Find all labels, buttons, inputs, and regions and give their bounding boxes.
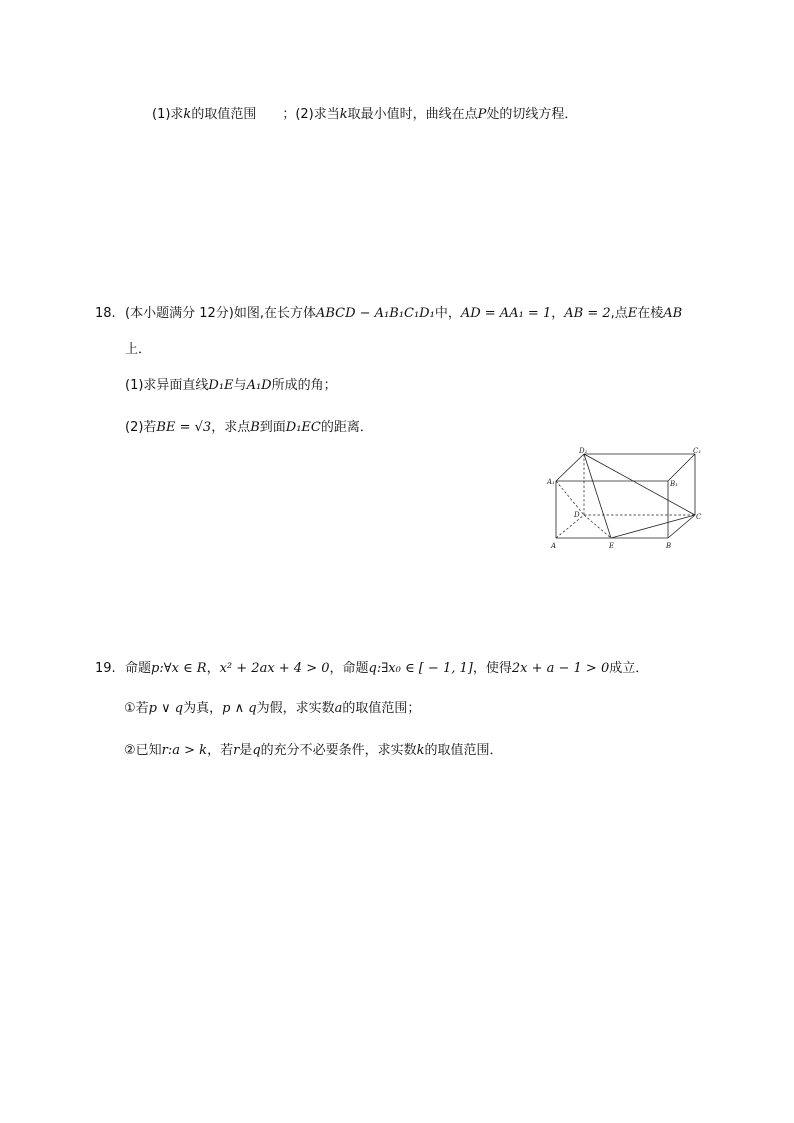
q18-part2: (2)若BE = √3，求点B到面D₁EC的距离． <box>125 420 373 435</box>
q19-number: 19. <box>95 661 116 676</box>
edge-a1-d1 <box>556 454 584 481</box>
circled-one-marker: ① <box>124 701 136 716</box>
line-e-c <box>611 515 695 538</box>
q18-statement: 18. (本小题满分 12分)如图,在长方体ABCD − A₁B₁C₁D₁中，AD = AA₁ = 1，AB = 2,点E在棱AB <box>95 306 683 321</box>
label-a: A <box>551 542 557 550</box>
q18-part1: (1)求异面直线D₁E与A₁D所成的角； <box>125 378 337 393</box>
cuboid-figure <box>545 447 705 555</box>
q18-statement-wrap: 上． <box>125 342 152 357</box>
label-c1: C₁ <box>693 447 702 455</box>
label-c: C <box>696 513 702 521</box>
label-d1: D₁ <box>579 447 588 455</box>
label-b1: B₁ <box>670 480 678 488</box>
label-e: E <box>609 542 615 550</box>
q19-sub2: ②已知r:a > k，若r是q的充分不必要条件，求实数k的取值范围． <box>124 743 503 758</box>
hidden-line-a1-d <box>556 481 584 515</box>
hidden-edge-a-d <box>556 515 584 538</box>
q19-statement: 19. 命题p:∀x ∈ R，x² + 2ax + 4 > 0，命题q:∃x₀ ∈ [ − 1, 1]，使得2x + a − 1 > 0成立． <box>95 661 649 676</box>
q19-sub1: ①若p ∨ q为真，p ∧ q为假，求实数a的取值范围； <box>124 701 421 716</box>
circled-two-marker: ② <box>124 743 136 758</box>
q18-number: 18. <box>95 306 116 321</box>
label-d: D <box>574 511 580 519</box>
edge-b1-c1 <box>668 454 695 481</box>
label-b: B <box>666 542 672 550</box>
q17-sub-questions: (1)求k的取值范围 ；(2)求当k取最小值时，曲线在点P处的切线方程． <box>152 107 578 122</box>
label-a1: A₁ <box>547 478 555 486</box>
